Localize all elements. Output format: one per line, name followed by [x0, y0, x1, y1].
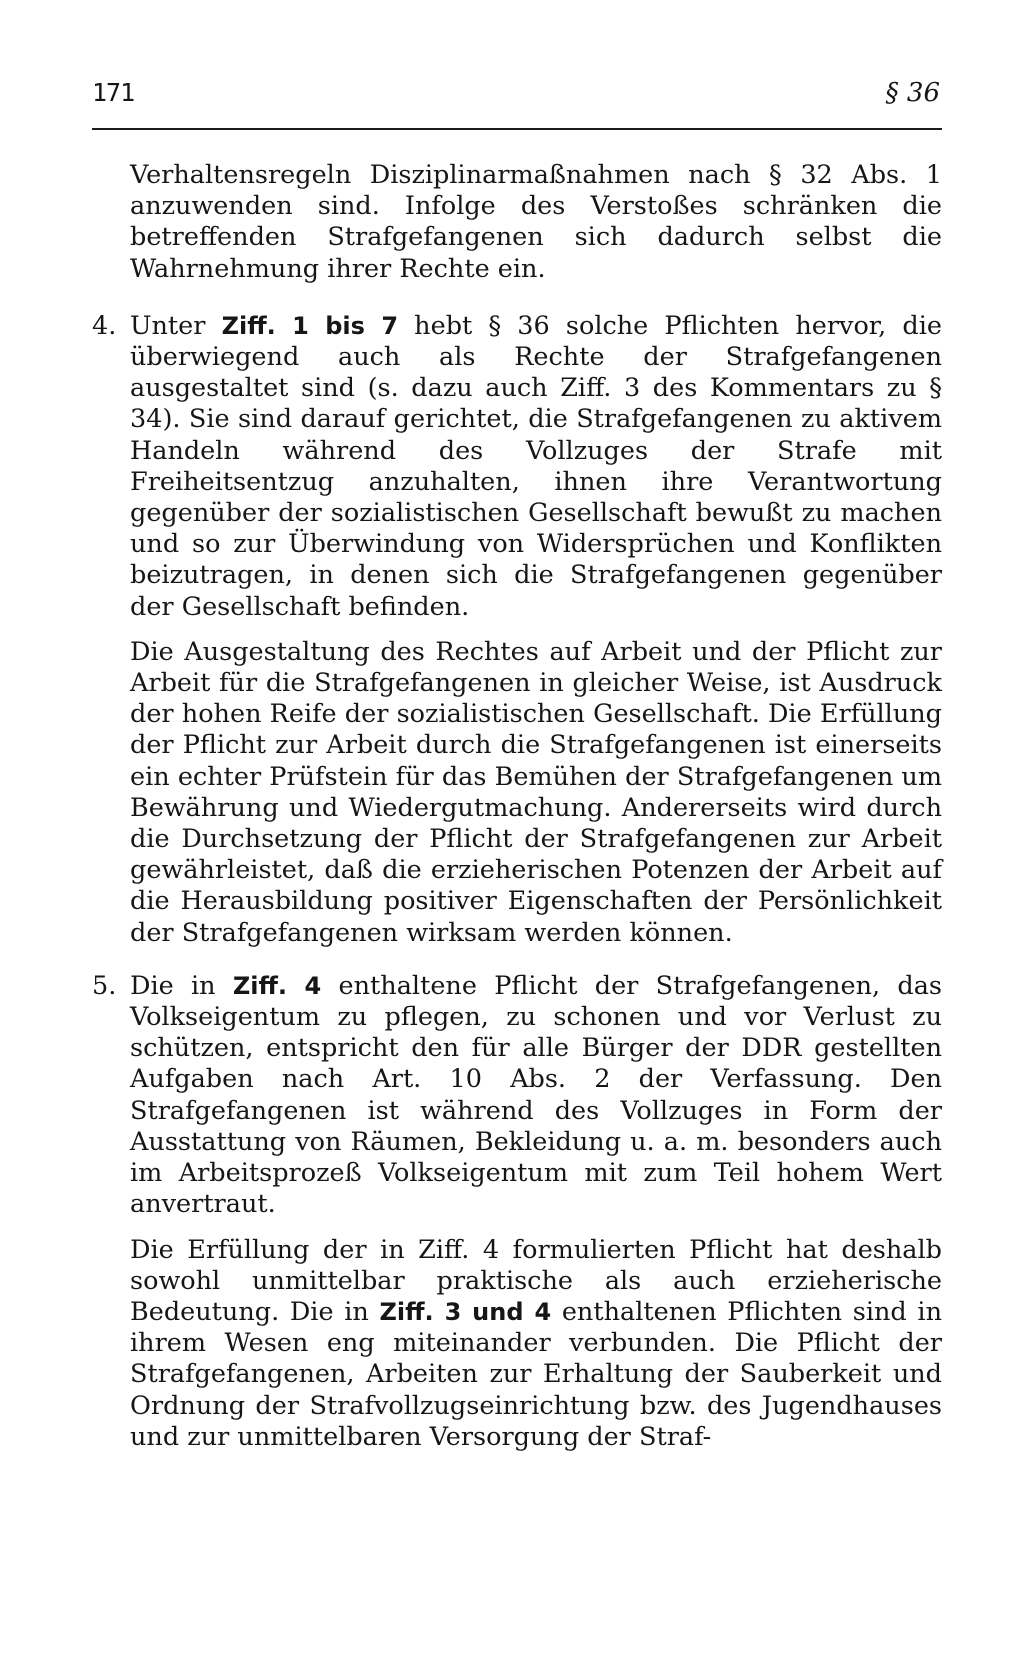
intro-paragraph: Verhaltensregeln Disziplinarmaßnahmen nach § 32 Abs. 1 anzuwenden sind. Infolge des Verstoßes schränken die betreffenden Strafgefangenen sich dadurch selbst die Wahrnehmung ihrer Rechte ein.: [130, 160, 942, 284]
section-reference: § 36: [885, 78, 940, 108]
text-run: Die Erfüllung der in Ziff. 4 formulierten Pflicht hat deshalb sowohl unmittelbar praktische als auch erzieherische Bedeutung. Die in: [130, 1234, 942, 1327]
text-run: Unter: [130, 310, 222, 341]
bold-reference: Ziff. 1 bis 7: [221, 311, 399, 340]
numbered-item-5: [92, 971, 942, 1453]
bold-reference: Ziff. 3 und 4: [379, 1297, 552, 1326]
item-body: [130, 971, 942, 1453]
text-run: hebt § 36 solche Pflichten hervor, die überwiegend auch als Rechte der Strafgefangenen ausgestaltet sind (s. dazu auch Ziff. 3 des Kommentars zu § 34). Sie sind darauf gerichtet, die Strafgefangenen zu aktivem Handeln während des Vollzuges der Strafe mit Freiheitsentzug anzuhalten, ihnen ihre Verantwortung gegenüber der sozialistischen Gesellschaft bewußt zu machen und so zur Überwindung von Widersprüchen und Konflikten beizutragen, in denen sich die Strafgefangenen gegenüber der Gesellschaft befinden.: [130, 310, 943, 622]
item4-paragraph-2: Die Ausgestaltung des Rechtes auf Arbeit und der Pflicht zur Arbeit für die Strafgefangenen in gleicher Weise, ist Ausdruck der hohen Reife der sozialistischen Gesellschaft. Die Erfüllung der Pflicht zur Arbeit durch die Strafgefangenen ist einerseits ein echter Prüfstein für das Bemühen der Strafgefangenen um Bewährung und Wiedergutmachung. Andererseits wird durch die Durchsetzung der Pflicht der Strafgefangenen zur Arbeit gewährleistet, daß die erzieherischen Potenzen der Arbeit auf die Herausbildung positiver Eigenschaften der Persönlichkeit der Strafgefangenen wirksam werden können.: [130, 636, 942, 948]
item-number: 5.: [92, 970, 117, 1001]
item4-paragraph-1: [130, 311, 942, 623]
page-number: 171: [92, 78, 135, 107]
text-run: Die in: [130, 970, 233, 1001]
item-body: [130, 311, 942, 949]
text-run: enthaltene Pflicht der Strafgefangenen, das Volkseigentum zu pflegen, zu schonen und vor Verlust zu schützen, entspricht den für alle Bürger der DDR gestellten Aufgaben nach Art. 10 Abs. 2 der Verfassung. Den Strafgefangenen ist während des Vollzuges in Form der Ausstattung von Räumen, Bekleidung u. a. m. besonders auch im Arbeitsprozeß Volkseigentum mit zum Teil hohem Wert anvertraut.: [130, 970, 942, 1220]
text-run: enthaltenen Pflichten sind in ihrem Wesen eng miteinander verbunden. Die Pflicht der Strafgefangenen, Arbeiten zur Erhaltung der Sauberkeit und Ordnung der Strafvollzugseinrichtung bzw. des Jugendhauses und zur unmittelbaren Versorgung der Straf-: [130, 1296, 942, 1452]
page-content: [92, 160, 942, 1475]
header-rule: [92, 128, 942, 130]
item5-paragraph-1: [130, 971, 942, 1221]
page-header: [92, 78, 940, 118]
numbered-item-4: [92, 311, 942, 949]
item5-paragraph-2: [130, 1235, 942, 1453]
item-number: 4.: [92, 310, 117, 341]
bold-reference: Ziff. 4: [232, 971, 322, 1000]
